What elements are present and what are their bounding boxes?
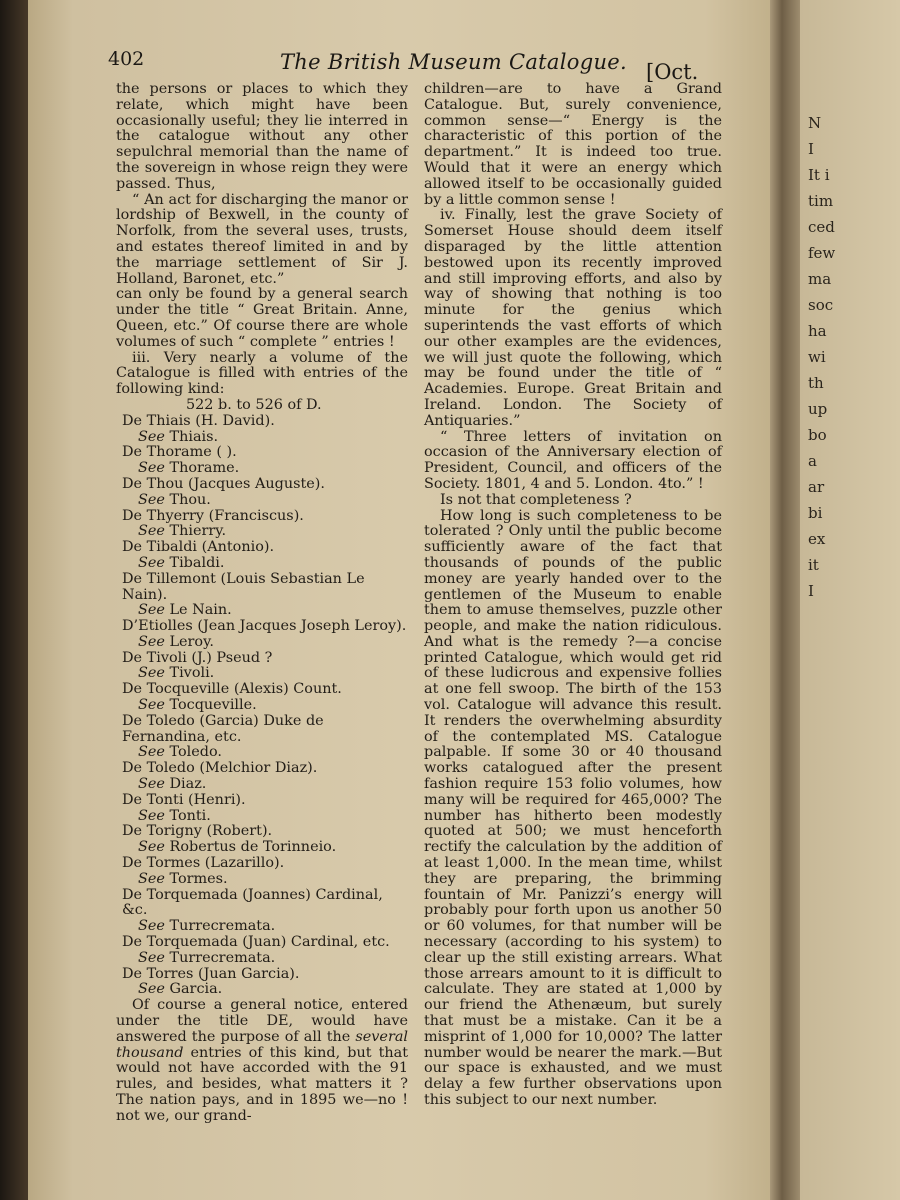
see-reference (116, 745, 408, 761)
see-target: Tormes. (169, 870, 228, 887)
see-reference (116, 666, 408, 682)
running-title: The British Museum Catalogue. (280, 50, 627, 74)
see-word: See (138, 460, 165, 477)
catalogue-entry: De Thorame ( ). (122, 444, 237, 461)
see-target: Le Nain. (169, 602, 232, 619)
see-target: Tocqueville. (169, 697, 257, 714)
see-reference (116, 493, 408, 509)
see-target: Tibaldi. (169, 554, 225, 571)
book-gutter (770, 0, 800, 1200)
facing-page-fragment: ma (808, 270, 832, 288)
right-column (424, 82, 722, 1109)
see-word: See (138, 665, 165, 682)
see-target: Robertus de Torinneio. (169, 839, 337, 856)
page-header (108, 38, 768, 82)
see-word: See (138, 807, 165, 824)
catalogue-entry: De Toledo (Garcia) Duke de Fernandina, etc. (122, 712, 324, 745)
see-target: Thiais. (169, 428, 219, 445)
catalogue-entry: De Tormes (Lazarillo). (122, 855, 285, 872)
see-word: See (138, 776, 165, 793)
catalogue-entry: De Tonti (Henri). (122, 791, 246, 808)
facing-page-fragment: bi (808, 504, 823, 522)
see-word: See (138, 554, 165, 571)
see-reference (116, 556, 408, 572)
see-reference (116, 635, 408, 651)
see-target: Tonti. (169, 807, 211, 824)
see-word: See (138, 981, 165, 998)
see-word: See (138, 428, 165, 445)
facing-page-fragment: wi (808, 348, 826, 366)
catalogue-entry: De Thyerry (Franciscus). (122, 507, 304, 524)
facing-page-fragment: soc (808, 296, 834, 314)
see-reference (116, 603, 408, 619)
see-target: Leroy. (169, 633, 214, 650)
catalogue-entry: De Torres (Juan Garcia). (122, 965, 300, 982)
see-word: See (138, 870, 165, 887)
quotation: “ An act for discharging the manor or lordship of Bexwell, in the county of Norfolk, from the several uses, trusts, and estates thereof limited in and by the marriage settlement of Sir J. Holland, Baronet, etc.” (116, 191, 408, 287)
background-edge (0, 0, 30, 1200)
see-word: See (138, 523, 165, 540)
see-reference (116, 461, 408, 477)
see-word: See (138, 918, 165, 935)
catalogue-entry: De Thou (Jacques Auguste). (122, 475, 325, 492)
see-reference (116, 777, 408, 793)
see-reference (116, 982, 408, 998)
facing-page-fragment: bo (808, 426, 827, 444)
see-word: See (138, 491, 165, 508)
see-target: Garcia. (169, 981, 223, 998)
catalogue-entry: De Torquemada (Joannes) Cardinal, &c. (122, 886, 383, 919)
running-month: [Oct. (646, 60, 699, 84)
see-reference (116, 872, 408, 888)
paragraph: iii. Very nearly a volume of the Catalogue is filled with entries of the following kind: (116, 349, 408, 398)
see-target: Thierry. (169, 523, 227, 540)
catalogue-entry: De Torigny (Robert). (122, 823, 273, 840)
catalogue-entry: D’Etiolles (Jean Jacques Joseph Leroy). (122, 618, 407, 635)
see-reference (116, 698, 408, 714)
see-word: See (138, 744, 165, 761)
paragraph: How long is such completeness to be tolerated ? Only until the public become sufficiently aware of the fact that thousands of pounds of the public money are yearly handed over to the gentlemen of the Museum to enable them to amuse themselves, puzzle other people, and make the nation ridiculous. And what is the remedy ?—a concise printed Catalogue, which would get rid of these ludicrous and expensive follies at one fell swoop. The birth of the 153 vol. Catalogue will advance this result. It renders the overwhelming absurdity of the contemplated MS. Catalogue palpable. If some 30 or 40 thousand works catalogued after the present fashion require 153 folio volumes, how many will be required for 465,000? The number has hitherto been modestly quoted at 500; we must henceforth rectify the calculation by the addition of at least 1,000. In the mean time, whilst they are preparing, the brimming fountain of Mr. Panizzi’s energy will probably pour forth upon us another 50 or 60 volumes, for that number will be necessary (according to his system) to clear up the still existing arrears. What those arrears amount to it is difficult to calculate. They are stated at 1,000 by our friend the Athenæum, but surely that must be a mistake. Can it be a misprint of 1,000 for 10,000? The latter number would be nearer the mark.—But our space is exhausted, and we must delay a few further observations upon this subject to our next number. (424, 507, 722, 1108)
page-number: 402 (108, 48, 145, 70)
see-reference (116, 840, 408, 856)
catalogue-entries (116, 414, 408, 998)
catalogue-entry: De Tivoli (J.) Pseud ? (122, 649, 273, 666)
facing-page-fragment: ha (808, 322, 827, 340)
see-target: Thou. (169, 491, 211, 508)
see-reference (116, 951, 408, 967)
facing-page-fragment: ex (808, 530, 826, 548)
paragraph: the persons or places to which they relate, which might have been occasionally useful; they lie interred in the catalogue without any other sepulchral memorial than the name of the sovereign in whose reign they were passed. Thus, (116, 81, 408, 192)
facing-page-fragment: up (808, 400, 828, 418)
see-target: Diaz. (169, 776, 207, 793)
facing-page-fragment: It i (808, 166, 830, 184)
facing-page-fragment: I (808, 582, 814, 600)
facing-page-fragment: ced (808, 218, 835, 236)
see-reference (116, 919, 408, 935)
see-target: Tivoli. (169, 665, 215, 682)
see-word: See (138, 839, 165, 856)
catalogue-entry: De Tillemont (Louis Sebastian Le Nain). (122, 570, 365, 603)
paragraph: can only be found by a general search under the title “ Great Britain. Anne, Queen, etc.” Of course there are whole volumes of such “ complete ” entries ! (116, 286, 408, 350)
facing-page-fragment: tim (808, 192, 834, 210)
catalogue-range: 522 b. to 526 of D. (186, 396, 322, 413)
see-target: Thorame. (169, 460, 240, 477)
facing-page-text (808, 110, 835, 604)
facing-page-fragment: it (808, 556, 819, 574)
paragraph: children—are to have a Grand Catalogue. But, surely convenience, common sense—“ Energy is the characteristic of this portion of the department.” It is indeed too true. Would that it were an energy which allowed itself to be occasionally guided by a little common sense ! (424, 81, 722, 208)
see-target: Toledo. (169, 744, 222, 761)
quotation: “ Three letters of invitation on occasion of the Anniversary election of President, Council, and officers of the Society. 1801, 4 and 5. London. 4to.” ! (424, 428, 722, 492)
see-reference (116, 430, 408, 446)
see-word: See (138, 602, 165, 619)
paragraph: iv. Finally, lest the grave Society of Somerset House should deem itself disparaged by the little attention bestowed upon its recently improved and still improving efforts, and also by way of showing that nothing is too minute for the genius which superintends the vast efforts of which our other examples are the evidences, we will just quote the following, which may be found under the title of “ Academies. Europe. Great Britain and Ireland. London. The Society of Antiquaries.” (424, 207, 722, 429)
facing-page-fragment: th (808, 374, 824, 392)
see-reference (116, 524, 408, 540)
see-word: See (138, 633, 165, 650)
see-target: Turrecremata. (169, 949, 276, 966)
paragraph: Of course a general notice, entered under the title DE, would have answered the purpose of all the several thousand entries of this kind, but that would not have accorded with the 91 rules, and besides, what matters it ? The nation pays, and in 1895 we—no ! not we, our grand- (116, 997, 408, 1124)
catalogue-entry: De Tibaldi (Antonio). (122, 539, 275, 556)
facing-page-fragment: few (808, 244, 836, 262)
catalogue-entry: De Thiais (H. David). (122, 412, 275, 429)
facing-page-fragment: ar (808, 478, 825, 496)
facing-page-fragment: I (808, 140, 814, 158)
see-target: Turrecremata. (169, 918, 276, 935)
left-column (116, 82, 408, 1125)
see-word: See (138, 949, 165, 966)
see-word: See (138, 697, 165, 714)
catalogue-entry: De Torquemada (Juan) Cardinal, etc. (122, 934, 390, 951)
catalogue-entry: De Tocqueville (Alexis) Count. (122, 681, 342, 698)
catalogue-entry: De Toledo (Melchior Diaz). (122, 760, 318, 777)
facing-page-fragment: a (808, 452, 817, 470)
paragraph: Is not that completeness ? (440, 491, 632, 508)
facing-page-fragment: N (808, 114, 822, 132)
see-reference (116, 809, 408, 825)
